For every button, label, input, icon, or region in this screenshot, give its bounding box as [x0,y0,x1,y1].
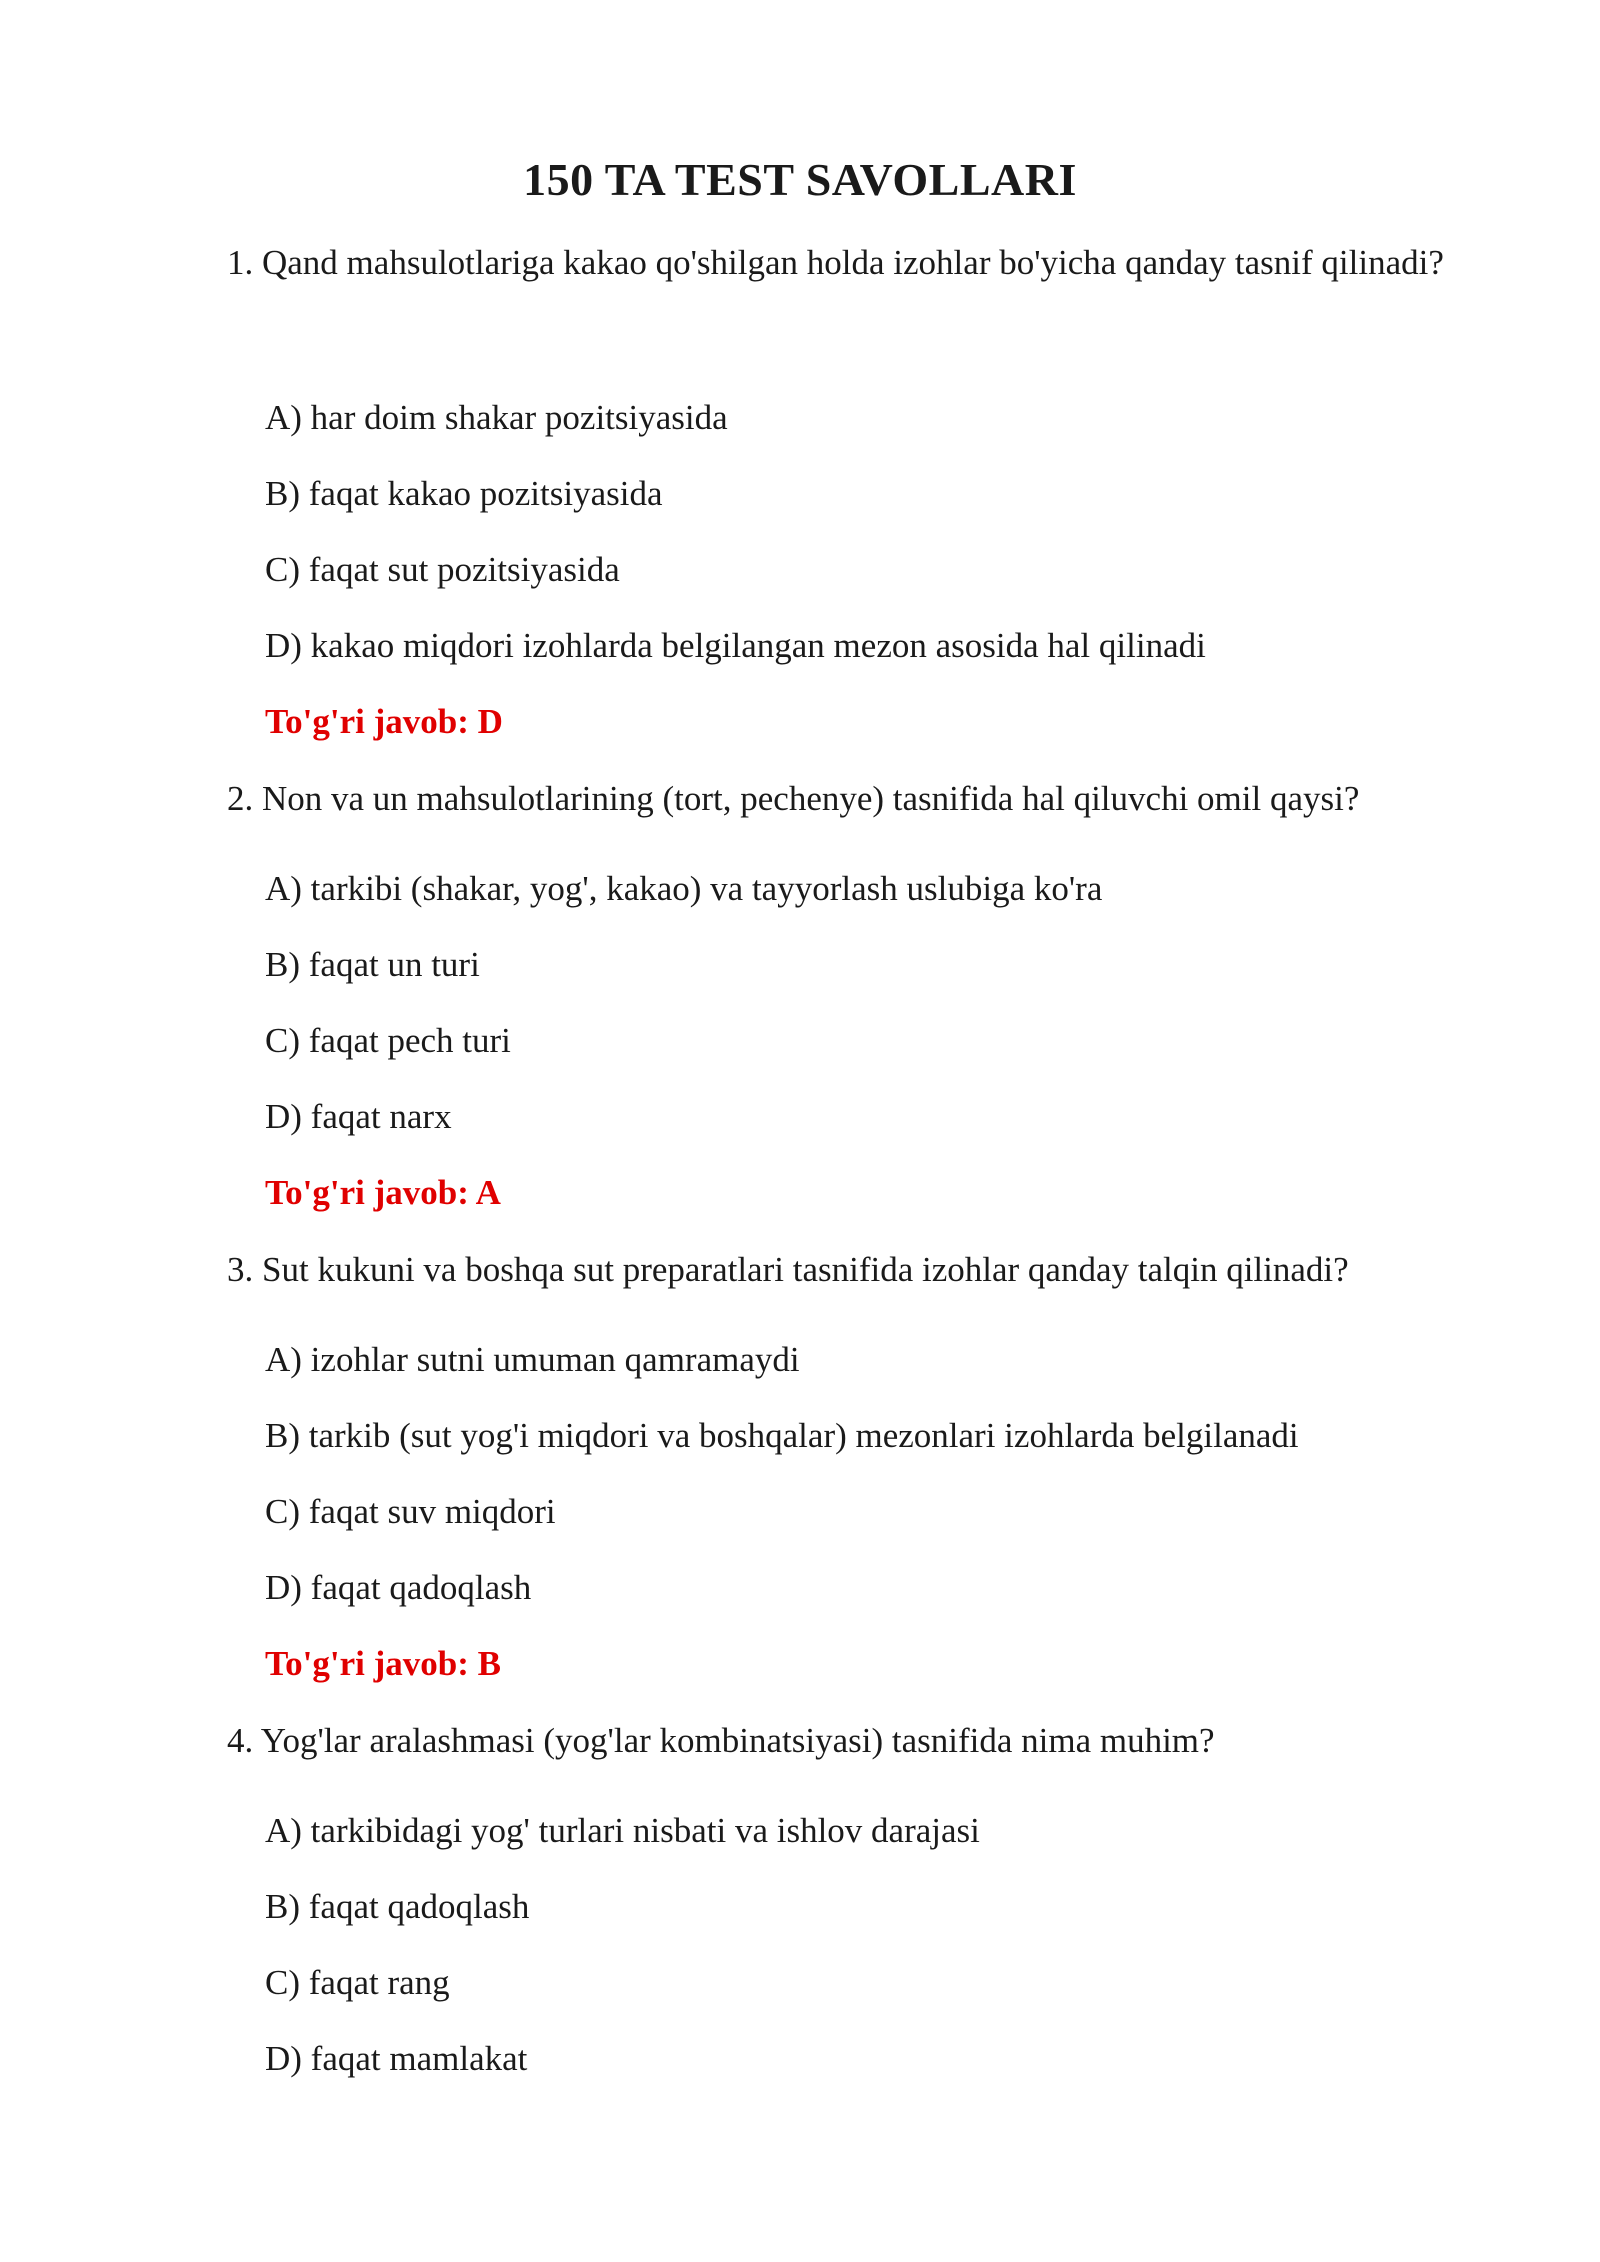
question-3-option-c: C) faqat suv miqdori [265,1492,556,1531]
question-2-answer: To'g'ri javob: A [265,1173,501,1212]
question-2-option-d: D) faqat narx [265,1097,452,1136]
question-4-option-b: B) faqat qadoqlash [265,1887,530,1926]
question-1-text: 1. Qand mahsulotlariga kakao qo'shilgan holda izohlar bo'yicha qanday tasnif qilinadi? [227,243,1444,282]
question-3-option-d: D) faqat qadoqlash [265,1568,532,1607]
page-title: 150 TA TEST SAVOLLARI [523,154,1077,205]
question-1-option-c: C) faqat sut pozitsiyasida [265,550,620,589]
question-2-option-c: C) faqat pech turi [265,1021,511,1060]
question-1-option-a: A) har doim shakar pozitsiyasida [265,398,728,437]
question-2-option-a: A) tarkibi (shakar, yog', kakao) va tayyorlash uslubiga ko'ra [265,869,1103,908]
question-1-option-d: D) kakao miqdori izohlarda belgilangan mezon asosida hal qilinadi [265,626,1206,665]
question-4-option-a: A) tarkibidagi yog' turlari nisbati va ishlov darajasi [265,1811,980,1850]
question-3-option-a: A) izohlar sutni umuman qamramaydi [265,1340,800,1379]
question-3-text: 3. Sut kukuni va boshqa sut preparatlari tasnifida izohlar qanday talqin qilinadi? [227,1250,1349,1289]
question-1-answer: To'g'ri javob: D [265,702,503,741]
question-4-option-d: D) faqat mamlakat [265,2039,528,2078]
question-1-option-b: B) faqat kakao pozitsiyasida [265,474,663,513]
question-4-text: 4. Yog'lar aralashmasi (yog'lar kombinatsiyasi) tasnifida nima muhim? [227,1721,1215,1760]
question-3-answer: To'g'ri javob: B [265,1644,501,1683]
question-3-option-b: B) tarkib (sut yog'i miqdori va boshqalar) mezonlari izohlarda belgilanadi [265,1416,1299,1455]
question-2-option-b: B) faqat un turi [265,945,480,984]
question-4-option-c: C) faqat rang [265,1963,450,2002]
question-2-text: 2. Non va un mahsulotlarining (tort, pechenye) tasnifida hal qiluvchi omil qaysi? [227,779,1360,818]
